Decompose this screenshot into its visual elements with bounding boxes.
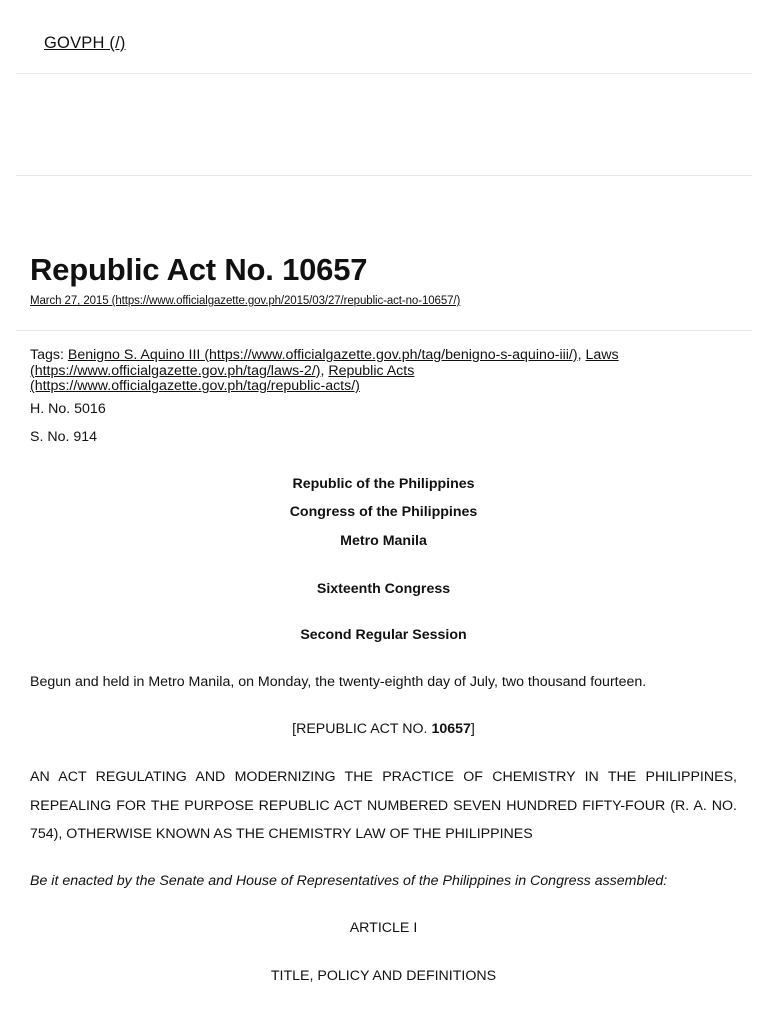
title-divider	[16, 330, 752, 331]
congress-number-heading: Sixteenth Congress	[316, 581, 451, 597]
ra-prefix: [REPUBLIC ACT NO.	[292, 721, 432, 737]
tag-separator: ,	[320, 362, 329, 379]
location-heading: Metro Manila	[340, 533, 427, 549]
article-heading: ARTICLE I	[349, 920, 418, 936]
page-title: Republic Act No. 10657	[30, 252, 368, 287]
top-header	[0, 0, 768, 74]
republic-act-number-line	[30, 721, 737, 737]
congress-heading: Congress of the Philippines	[289, 504, 478, 520]
house-bill-number: H. No. 5016	[30, 401, 106, 417]
article-title: TITLE, POLICY AND DEFINITIONS	[270, 968, 497, 984]
tags-label: Tags:	[30, 347, 68, 363]
ra-number: 10657	[431, 721, 471, 737]
tags-line	[30, 348, 710, 395]
post-date-link[interactable]: March 27, 2015 (https://www.officialgazette.gov.ph/2015/03/27/republic-act-no-10657/)	[30, 295, 461, 307]
begun-statement: Begun and held in Metro Manila, on Monday, the twenty-eighth day of July, two thousand fourteen.	[30, 674, 647, 690]
govph-home-link[interactable]: GOVPH (/)	[44, 34, 126, 52]
act-title-paragraph: AN ACT REGULATING AND MODERNIZING THE PRACTICE OF CHEMISTRY IN THE PHILIPPINES, REPEALING FOR THE PURPOSE REPUBLIC ACT NUMBERED SEVEN HUNDRED FIFTY-FOUR (R. A. NO. 754), OTHERWISE KNOWN AS THE CHEMISTRY LAW OF THE PHILIPPINES	[30, 769, 737, 842]
enacting-clause: Be it enacted by the Senate and House of Representatives of the Philippines in Congress assembled:	[30, 873, 668, 889]
tag-link-aquino[interactable]: Benigno S. Aquino III (https://www.officialgazette.gov.ph/tag/benigno-s-aquino-iii/)	[67, 347, 578, 363]
ra-suffix: ]	[470, 721, 475, 737]
tag-link-laws[interactable]: Laws (https://www.officialgazette.gov.ph/tag/laws-2/)	[30, 347, 619, 379]
republic-heading: Republic of the Philippines	[292, 476, 475, 492]
tag-link-republic-acts[interactable]: Republic Acts (https://www.officialgazette.gov.ph/tag/republic-acts/)	[30, 362, 415, 395]
session-heading: Second Regular Session	[300, 627, 467, 643]
tag-separator: ,	[577, 347, 586, 363]
senate-bill-number: S. No. 914	[30, 429, 98, 445]
banner-divider	[16, 175, 752, 176]
header-divider	[16, 73, 752, 74]
